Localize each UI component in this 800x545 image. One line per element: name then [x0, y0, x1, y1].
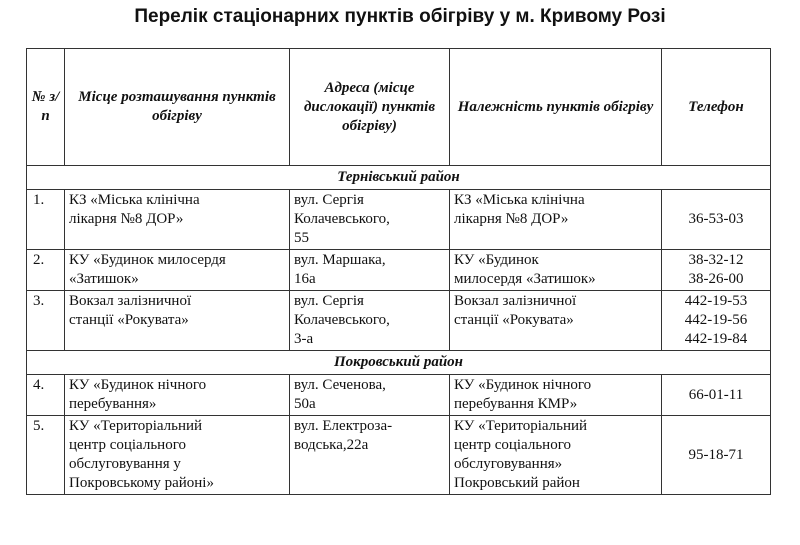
- row-owner-line: КУ «Будинок нічного: [454, 377, 592, 393]
- row-phone: [662, 291, 771, 351]
- row-place: [65, 291, 290, 351]
- row-num: 3.: [27, 291, 65, 351]
- row-place: [65, 416, 290, 495]
- row-place-line: лікарня №8 ДОР»: [69, 211, 184, 227]
- header-row: [27, 49, 771, 166]
- row-owner-line: КУ «Будинок: [454, 252, 539, 268]
- row-place-line: перебування»: [69, 396, 157, 412]
- district-pokrovskyi: Покровський район: [27, 351, 771, 375]
- row-address-line: вул. Сергія: [294, 293, 364, 309]
- row-place-line: Вокзал залізничної: [69, 293, 192, 309]
- row-place: [65, 375, 290, 416]
- header-address: Адреса (місце дислокації) пунктів обігріву): [290, 49, 450, 166]
- row-address-line: 55: [294, 230, 309, 246]
- row-place-line: КУ «Територіальний: [69, 418, 203, 434]
- row-phone: [662, 375, 771, 416]
- district-ternivskyi: Тернівський район: [27, 166, 771, 190]
- row-place-line: обслуговування у: [69, 456, 181, 472]
- row-place-line: станції «Рокувата»: [69, 312, 189, 328]
- row-owner: [450, 291, 662, 351]
- row-owner-line: перебування КМР»: [454, 396, 578, 412]
- row-place: [65, 250, 290, 291]
- row-address-line: 50а: [294, 396, 316, 412]
- heating-points-table: [26, 48, 771, 495]
- row-owner-line: КЗ «Міська клінічна: [454, 192, 585, 208]
- row-address-line: Колачевського,: [294, 211, 390, 227]
- row-phone-line: 36-53-03: [688, 211, 744, 227]
- header-place: Місце розташування пунктів обігріву: [65, 49, 290, 166]
- row-phone-line: 66-01-11: [688, 386, 744, 403]
- header-phone: Телефон: [662, 49, 771, 166]
- header-num: № з/п: [27, 49, 65, 166]
- row-phone-line: 442-19-84: [684, 331, 748, 347]
- row-phone-line: 95-18-71: [688, 446, 744, 463]
- row-address-line: 3-а: [294, 331, 314, 347]
- row-phone-line: 38-32-12: [688, 252, 744, 268]
- header-owner: Належність пунктів обігріву: [450, 49, 662, 166]
- row-phone: [662, 416, 771, 495]
- district-row-pokrovskyi: [27, 351, 771, 375]
- row-owner-line: милосердя «Затишок»: [454, 271, 596, 287]
- row-num: 2.: [27, 250, 65, 291]
- row-owner-line: обслуговування»: [454, 456, 563, 472]
- table-row: [27, 250, 771, 291]
- row-address: [290, 416, 450, 495]
- row-owner-line: лікарня №8 ДОР»: [454, 211, 569, 227]
- row-num: 1.: [27, 190, 65, 250]
- row-owner-line: КУ «Територіальний: [454, 418, 588, 434]
- row-owner: [450, 416, 662, 495]
- row-place-line: центр соціального: [69, 437, 186, 453]
- row-address-line: вул. Маршака,: [294, 252, 386, 268]
- row-owner: [450, 190, 662, 250]
- table-group-ternivskyi: [27, 190, 771, 351]
- row-address-line: 16а: [294, 271, 316, 287]
- row-address-line: вул. Електроза-: [294, 418, 393, 434]
- row-owner-line: центр соціального: [454, 437, 571, 453]
- row-num: 5.: [27, 416, 65, 495]
- row-address-line: водська,22а: [294, 437, 369, 453]
- row-place-line: Покровському районі»: [69, 475, 214, 491]
- row-place-line: «Затишок»: [69, 271, 139, 287]
- table-group-pokrovskyi: [27, 375, 771, 495]
- row-place-line: КЗ «Міська клінічна: [69, 192, 200, 208]
- row-owner-line: Покровський район: [454, 475, 580, 491]
- table-row: [27, 190, 771, 250]
- district-row-ternivskyi: [27, 166, 771, 190]
- row-owner-line: Вокзал залізничної: [454, 293, 577, 309]
- row-address-line: вул. Сергія: [294, 192, 364, 208]
- row-phone-line: 38-26-00: [688, 271, 744, 287]
- table-row: [27, 291, 771, 351]
- row-owner-line: станції «Рокувата»: [454, 312, 574, 328]
- row-owner: [450, 375, 662, 416]
- row-place: [65, 190, 290, 250]
- row-phone: [662, 190, 771, 250]
- row-phone-line: 442-19-53: [684, 293, 748, 309]
- row-place-line: КУ «Будинок нічного: [69, 377, 207, 393]
- row-num: 4.: [27, 375, 65, 416]
- row-phone-line: 442-19-56: [684, 312, 748, 328]
- row-address-line: Колачевського,: [294, 312, 390, 328]
- row-place-line: КУ «Будинок милосердя: [69, 252, 226, 268]
- row-address: [290, 190, 450, 250]
- row-phone: [662, 250, 771, 291]
- row-address-line: вул. Сеченова,: [294, 377, 386, 393]
- table-row: [27, 375, 771, 416]
- row-address: [290, 291, 450, 351]
- page-title: Перелік стаціонарних пунктів обігріву у м. Кривому Розі: [134, 6, 666, 27]
- table-row: [27, 416, 771, 495]
- row-owner: [450, 250, 662, 291]
- row-address: [290, 375, 450, 416]
- row-address: [290, 250, 450, 291]
